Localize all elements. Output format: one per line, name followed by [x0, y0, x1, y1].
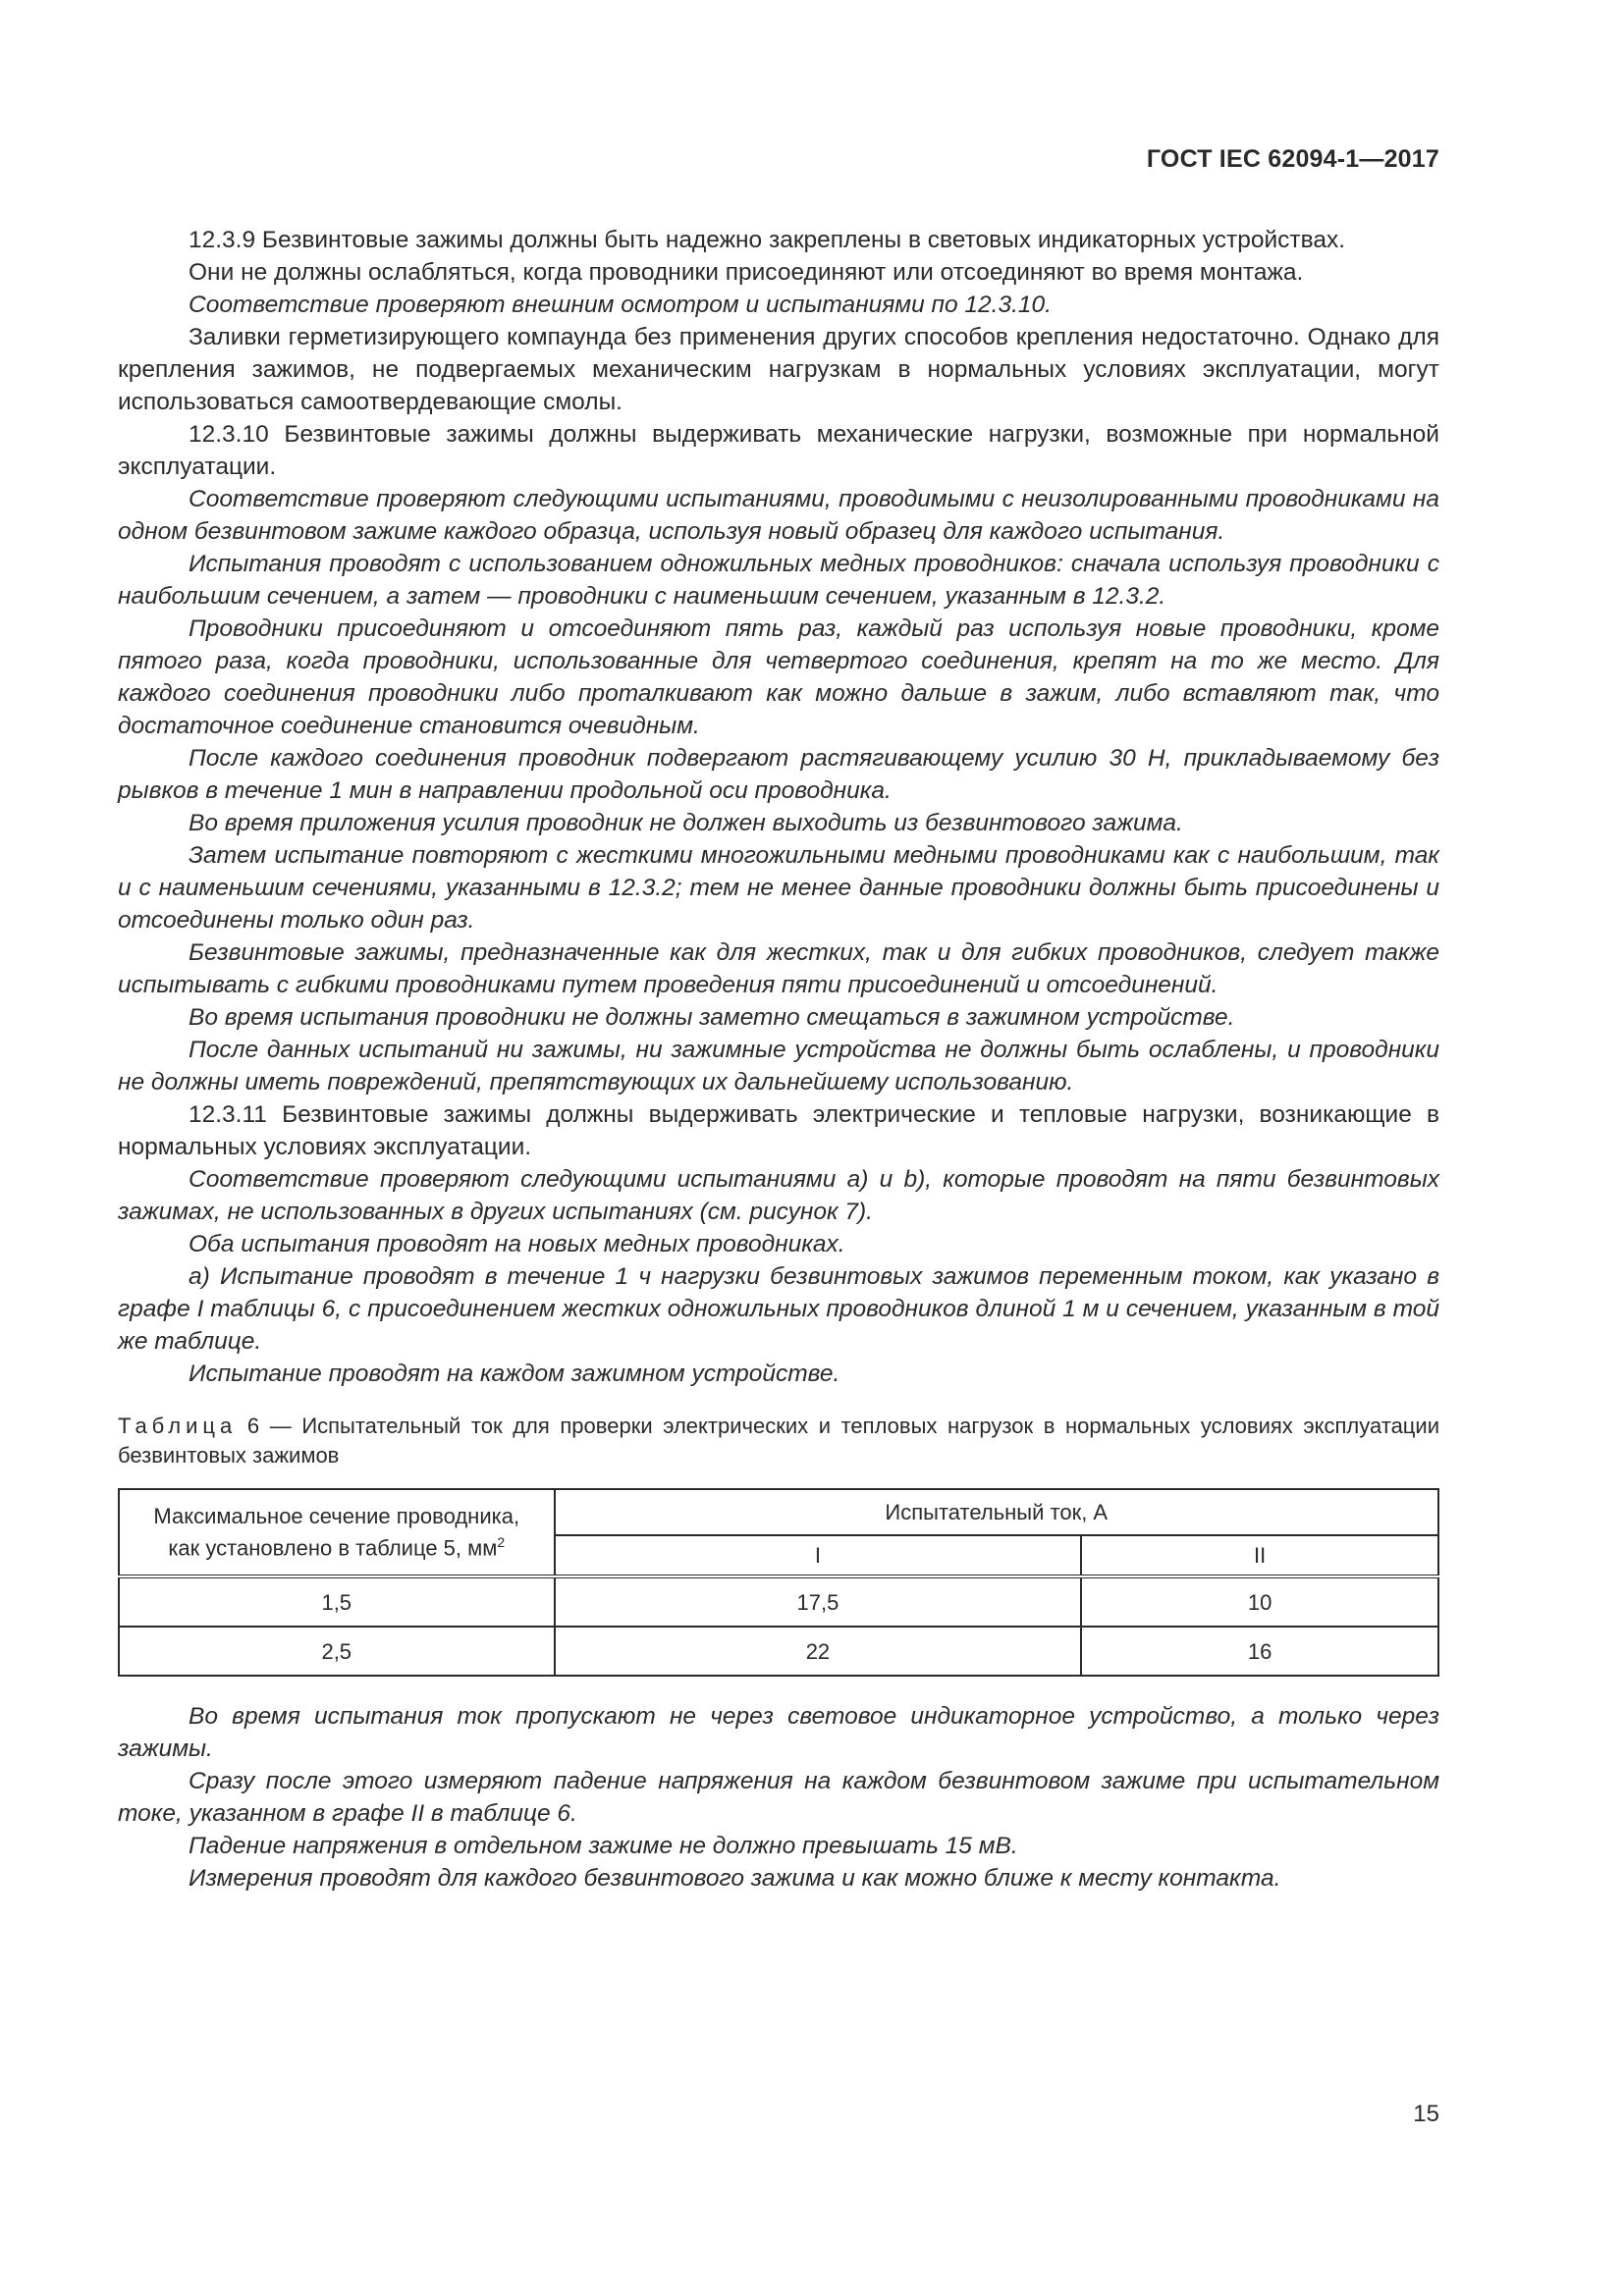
paragraph: Заливки герметизирующего компаунда без применения других способов крепления недостаточно. Однако для крепления зажимов, не подвергаемых механическим нагрузкам в нормальных условиях эксплуатации, могут использоваться самоотвердевающие смолы.	[118, 324, 1439, 415]
table-caption-text: 6 — Испытательный ток для проверки электрических и тепловых нагрузок в нормальных условиях эксплуатации безвинтовых зажимов	[118, 1414, 1439, 1468]
paragraph: Сразу после этого измеряют падение напряжения на каждом безвинтовом зажиме при испытательном токе, указанном в графе II в таблице 6.	[118, 1768, 1439, 1827]
table-cell: 17,5	[555, 1576, 1082, 1627]
test-current-group-header: Испытательный ток, А	[555, 1489, 1438, 1535]
paragraph: 12.3.10 Безвинтовые зажимы должны выдерживать механические нагрузки, возможные при нормальной эксплуатации.	[118, 421, 1439, 480]
paragraphs-before-table	[118, 224, 1439, 1390]
standard-code: ГОСТ IEC 62094-1—2017	[1146, 145, 1439, 173]
paragraph: 12.3.9 Безвинтовые зажимы должны быть надежно закреплены в световых индикаторных устройствах.	[189, 227, 1346, 253]
column-header-I: I	[555, 1535, 1082, 1576]
paragraph: Соответствие проверяют следующими испытаниями, проводимыми с неизолированными проводниками на одном безвинтовом зажиме каждого образца, используя новый образец для каждого испытания.	[118, 486, 1439, 545]
cross-section-header-line2: как установлено в таблице 5, мм	[168, 1535, 498, 1561]
paragraph: Проводники присоединяют и отсоединяют пять раз, каждый раз используя новые проводники, кроме пятого раза, когда проводники, использованные для четвертого соединения, крепят на то же место. Для каждого соединения проводники либо проталкивают как можно дальше в зажим, либо вставляют так, что достаточное соединение становится очевидным.	[118, 615, 1439, 739]
table-cell: 1,5	[119, 1576, 555, 1627]
paragraph: Оба испытания проводят на новых медных проводниках.	[189, 1231, 845, 1257]
column-header-II: II	[1081, 1535, 1438, 1576]
paragraph: Испытание проводят на каждом зажимном устройстве.	[189, 1361, 840, 1387]
paragraphs-after-table	[118, 1700, 1439, 1895]
paragraph: Затем испытание повторяют с жесткими многожильными медными проводниками как с наибольшим, так и с наименьшим сечениями, указанными в 12.3.2; тем не менее данные проводники должны быть присоединены и отсоединены только один раз.	[118, 842, 1439, 934]
paragraph: Соответствие проверяют внешним осмотром и испытаниями по 12.3.10.	[189, 292, 1052, 318]
paragraph: Во время испытания ток пропускают не через световое индикаторное устройство, а только через зажимы.	[118, 1703, 1439, 1762]
paragraph: После каждого соединения проводник подвергают растягивающему усилию 30 Н, прикладываемому без рывков в течение 1 мин в направлении продольной оси проводника.	[118, 745, 1439, 804]
paragraph: Они не должны ослабляться, когда проводники присоединяют или отсоединяют во время монтажа.	[189, 259, 1304, 286]
paragraph: После данных испытаний ни зажимы, ни зажимные устройства не должны быть ослаблены, и проводники не должны иметь повреждений, препятствующих их дальнейшему использованию.	[118, 1037, 1439, 1095]
table-caption-label: Таблица	[118, 1414, 238, 1438]
table-cell: 22	[555, 1627, 1082, 1676]
paragraph: Во время испытания проводники не должны заметно смещаться в зажимном устройстве.	[189, 1004, 1235, 1031]
table-cell: 10	[1081, 1576, 1438, 1627]
paragraph: Соответствие проверяют следующими испытаниями a) и b), которые проводят на пяти безвинтовых зажимах, не использованных в других испытаниях (см. рисунок 7).	[118, 1166, 1439, 1225]
table-cell: 2,5	[119, 1627, 555, 1676]
test-current-table	[118, 1488, 1439, 1677]
paragraph: a) Испытание проводят в течение 1 ч нагрузки безвинтовых зажимов переменным током, как указано в графе I таблицы 6, с присоединением жестких одножильных проводников длиной 1 м и сечением, указанным в той же таблице.	[118, 1263, 1439, 1355]
page-number: 15	[1413, 2101, 1439, 2127]
cross-section-header	[119, 1489, 555, 1576]
cross-section-header-line1: Максимальное сечение проводника,	[153, 1504, 520, 1529]
paragraph: Во время приложения усилия проводник не должен выходить из безвинтового зажима.	[189, 810, 1183, 836]
document-body	[118, 224, 1439, 1895]
table-caption	[118, 1412, 1439, 1470]
paragraph: 12.3.11 Безвинтовые зажимы должны выдерживать электрические и тепловые нагрузки, возникающие в нормальных условиях эксплуатации.	[118, 1101, 1439, 1160]
table-row	[119, 1576, 1438, 1627]
paragraph: Испытания проводят с использованием одножильных медных проводников: сначала используя проводники с наибольшим сечением, а затем — проводники с наименьшим сечением, указанным в 12.3.2.	[118, 551, 1439, 610]
paragraph: Измерения проводят для каждого безвинтового зажима и как можно ближе к месту контакта.	[189, 1865, 1281, 1892]
table-row	[119, 1627, 1438, 1676]
unit-superscript: 2	[497, 1534, 506, 1551]
table-cell: 16	[1081, 1627, 1438, 1676]
paragraph: Падение напряжения в отдельном зажиме не должно превышать 15 мВ.	[189, 1833, 1018, 1859]
paragraph: Безвинтовые зажимы, предназначенные как для жестких, так и для гибких проводников, следует также испытывать с гибкими проводниками путем проведения пяти присоединений и отсоединений.	[118, 939, 1439, 998]
